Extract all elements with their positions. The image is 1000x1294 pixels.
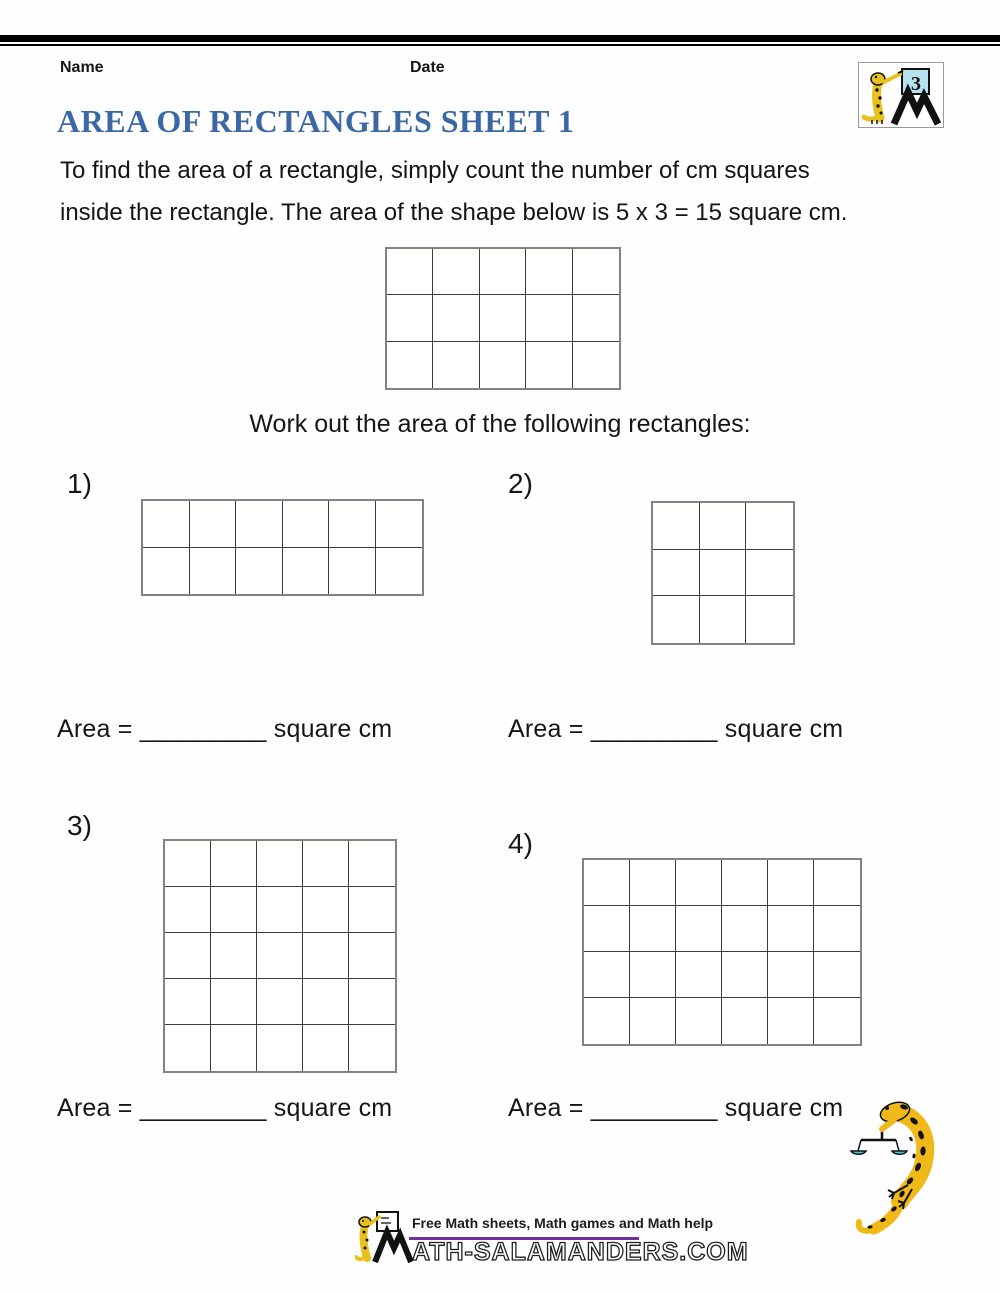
grid-cell	[573, 249, 619, 295]
grid-cell	[433, 342, 479, 388]
grid-cell	[676, 998, 722, 1044]
example-grid-5x3	[385, 247, 621, 390]
footer-tagline: Free Math sheets, Math games and Math help	[412, 1215, 714, 1231]
top-rule-thick	[0, 35, 1000, 42]
grid-cell	[433, 295, 479, 341]
grid-cell	[303, 933, 349, 979]
grid-cell	[722, 906, 768, 952]
grid-cell	[814, 998, 860, 1044]
grid-cell	[190, 501, 237, 548]
grid-cell	[653, 596, 700, 643]
grid-cell	[814, 906, 860, 952]
page-title: AREA OF RECTANGLES SHEET 1	[57, 103, 575, 139]
top-rule-thin	[0, 44, 1000, 46]
grid-cell	[433, 249, 479, 295]
grid-cell	[584, 860, 630, 906]
grid-cell	[165, 887, 211, 933]
salamander-body	[859, 1099, 926, 1231]
grid-cell	[630, 998, 676, 1044]
grid-cell	[387, 249, 433, 295]
grid-cell	[526, 249, 572, 295]
problem-2-label: 2)	[508, 468, 533, 499]
math-salamanders-grade-logo-icon	[860, 64, 942, 126]
grid-cell	[303, 841, 349, 887]
grid-cell	[676, 860, 722, 906]
grid-cell	[303, 1025, 349, 1071]
grid-cell	[480, 249, 526, 295]
grid-cell	[746, 503, 793, 550]
grid-cell	[584, 952, 630, 998]
grid-cell	[329, 501, 376, 548]
grid-cell	[349, 1025, 395, 1071]
grid-cell	[349, 887, 395, 933]
grid-cell	[814, 860, 860, 906]
grid-cell	[573, 342, 619, 388]
grid-cell	[584, 998, 630, 1044]
grid-cell	[165, 979, 211, 1025]
grid-cell	[676, 952, 722, 998]
grid-cell	[526, 295, 572, 341]
grade-number: 3	[911, 73, 921, 95]
grid-cell	[722, 998, 768, 1044]
date-label: Date	[410, 59, 445, 76]
grid-cell	[700, 550, 747, 597]
grid-cell	[746, 596, 793, 643]
problem-4-answer-line: Area = _________ square cm	[508, 1094, 844, 1122]
balance-scale-icon	[851, 1127, 907, 1154]
grid-cell	[480, 295, 526, 341]
grid-cell	[573, 295, 619, 341]
footer-logo	[355, 1210, 413, 1269]
grid-cell	[211, 933, 257, 979]
grid-cell	[143, 548, 190, 595]
grid-cell	[257, 933, 303, 979]
grid-cell	[630, 906, 676, 952]
problem-1-grid-6x2	[141, 499, 424, 596]
grid-cell	[653, 550, 700, 597]
grid-cell	[211, 841, 257, 887]
grid-cell	[746, 550, 793, 597]
grid-cell	[303, 887, 349, 933]
grid-cell	[349, 933, 395, 979]
grid-cell	[676, 906, 722, 952]
grid-cell	[584, 906, 630, 952]
grid-cell	[653, 503, 700, 550]
footer-m-letter	[375, 1232, 411, 1262]
problem-3-label: 3)	[67, 810, 92, 841]
grid-cell	[236, 548, 283, 595]
grid-cell	[349, 979, 395, 1025]
grid-cell	[722, 952, 768, 998]
grid-cell	[143, 501, 190, 548]
grid-cell	[376, 548, 423, 595]
grid-cell	[387, 342, 433, 388]
grid-cell	[283, 548, 330, 595]
grid-cell	[768, 860, 814, 906]
intro-line-2: inside the rectangle. The area of the shape below is 5 x 3 = 15 square cm.	[60, 199, 848, 226]
grid-cell	[376, 501, 423, 548]
problem-4-label: 4)	[508, 828, 533, 859]
grid-cell	[480, 342, 526, 388]
grid-cell	[700, 503, 747, 550]
grid-cell	[165, 841, 211, 887]
name-label: Name	[60, 59, 104, 76]
grid-cell	[236, 501, 283, 548]
logo-m-letter	[894, 92, 938, 124]
grade-logo-box	[858, 62, 944, 128]
problem-1-label: 1)	[67, 468, 92, 499]
problem-4-grid-6x4	[582, 858, 862, 1046]
problem-3-answer-line: Area = _________ square cm	[57, 1094, 393, 1122]
grid-cell	[165, 1025, 211, 1071]
footer-site-text: ATH-SALAMANDERS.COM	[412, 1238, 749, 1266]
problem-2-answer-line: Area = _________ square cm	[508, 715, 844, 743]
intro-line-1: To find the area of a rectangle, simply count the number of cm squares	[60, 157, 810, 184]
grid-cell	[303, 979, 349, 1025]
salamander-mascot	[848, 1093, 966, 1250]
grid-cell	[329, 548, 376, 595]
salamander-with-scales-icon	[848, 1093, 966, 1245]
grid-cell	[700, 596, 747, 643]
grid-cell	[768, 952, 814, 998]
grid-cell	[257, 1025, 303, 1071]
grid-cell	[349, 841, 395, 887]
math-salamanders-footer-logo-icon	[355, 1210, 413, 1264]
grid-cell	[211, 979, 257, 1025]
grid-cell	[814, 952, 860, 998]
grid-cell	[768, 906, 814, 952]
grid-cell	[257, 841, 303, 887]
grid-cell	[722, 860, 768, 906]
problem-3-grid-5x5	[163, 839, 397, 1073]
grid-cell	[165, 933, 211, 979]
grid-cell	[387, 295, 433, 341]
grid-cell	[257, 887, 303, 933]
grid-cell	[526, 342, 572, 388]
grid-cell	[211, 887, 257, 933]
grid-cell	[768, 998, 814, 1044]
grid-cell	[283, 501, 330, 548]
problem-2-grid-3x3	[651, 501, 795, 645]
grid-cell	[190, 548, 237, 595]
grid-cell	[630, 952, 676, 998]
problem-1-answer-line: Area = _________ square cm	[57, 715, 393, 743]
work-heading: Work out the area of the following rectangles:	[249, 410, 751, 438]
grid-cell	[630, 860, 676, 906]
grid-cell	[211, 1025, 257, 1071]
grid-cell	[257, 979, 303, 1025]
intro-text	[60, 150, 847, 234]
